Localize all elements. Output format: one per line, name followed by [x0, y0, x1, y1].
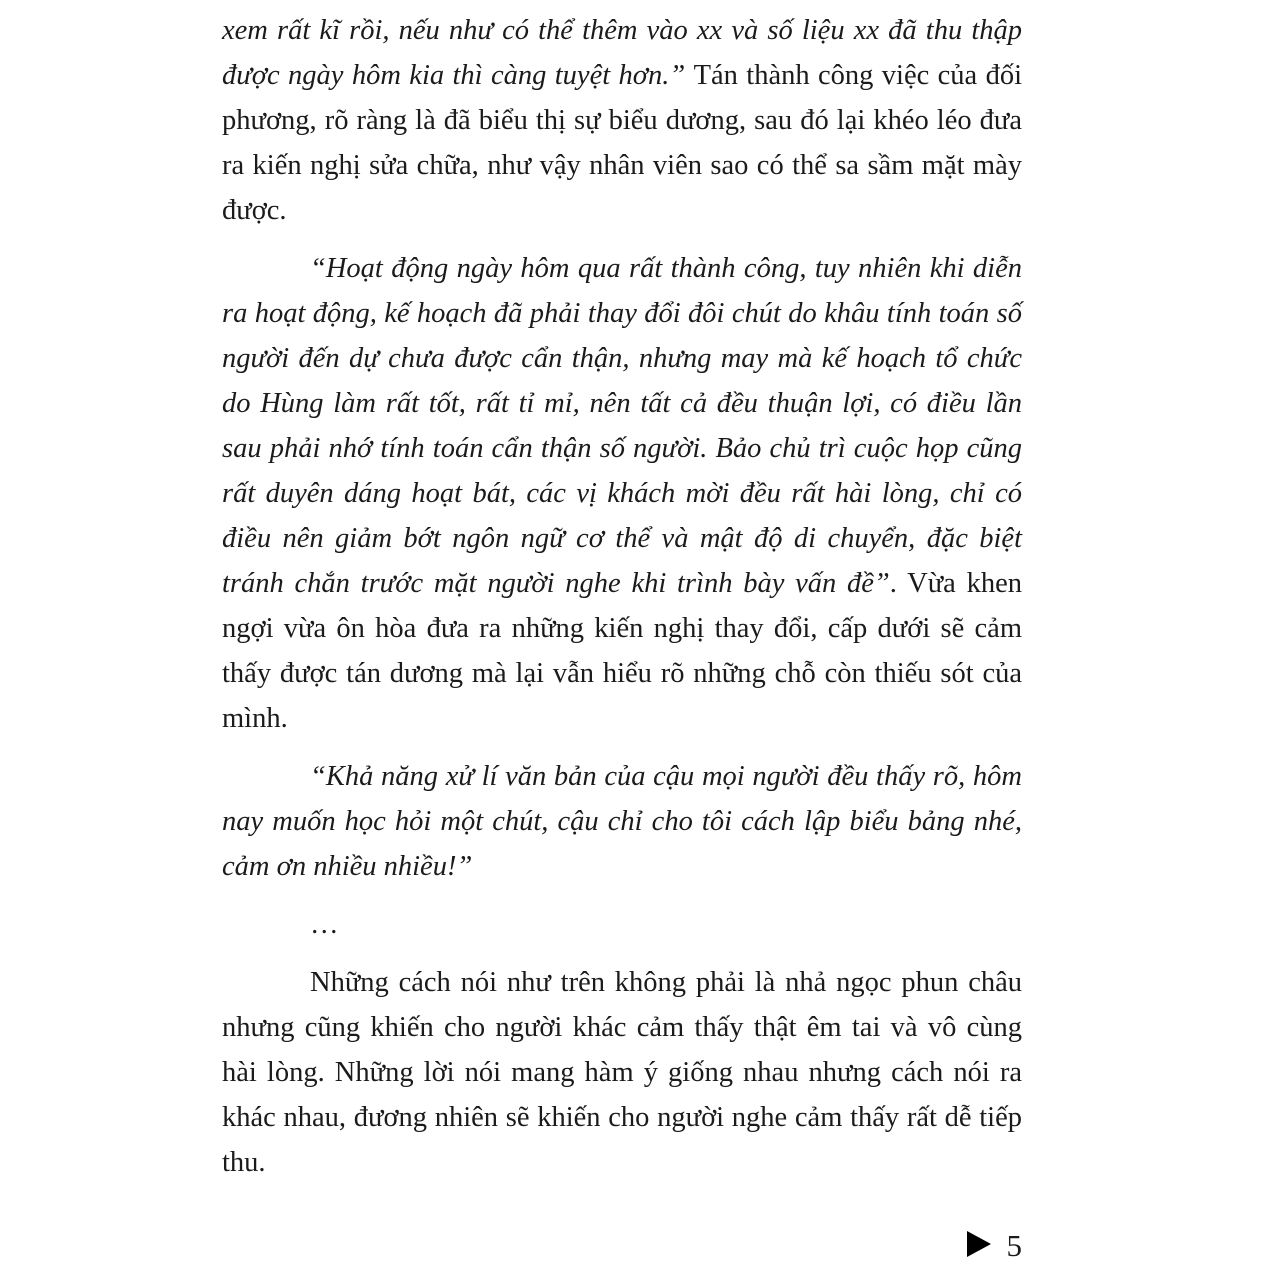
paragraph-4 — [222, 960, 1022, 1185]
paragraph-2-quote: “Hoạt động ngày hôm qua rất thành công, tuy nhiên khi diễn ra hoạt động, kế hoạch đã phải thay đổi đôi chút do khâu tính toán số người đến dự chưa được cẩn thận, nhưng may mà kế hoạch tổ chức do Hùng làm rất tốt, rất tỉ mỉ, nên tất cả đều thuận lợi, có điều lần sau phải nhớ tính toán cẩn thận số người. Bảo chủ trì cuộc họp cũng rất duyên dáng hoạt bát, các vị khách mời đều rất hài lòng, chỉ có điều nên giảm bớt ngôn ngữ cơ thể và mật độ di chuyển, đặc biệt tránh chắn trước mặt người nghe khi trình bày vấn đề” — [222, 253, 1022, 599]
paragraph-ellipsis — [222, 902, 1022, 947]
paragraph-1 — [222, 8, 1022, 233]
paragraph-1-quote: xem rất kĩ rồi, nếu như có thể thêm vào xx và số liệu xx đã thu thập được ngày hôm kia thì càng tuyệt hơn.” — [222, 15, 1022, 91]
paragraph-2 — [222, 246, 1022, 741]
page-footer — [222, 1225, 1022, 1264]
right-triangle-icon — [967, 1231, 991, 1257]
paragraph-3-quote: “Khả năng xử lí văn bản của cậu mọi người đều thấy rõ, hôm nay muốn học hỏi một chút, cậu chỉ cho tôi cách lập biểu bảng nhé, cảm ơn nhiều nhiều!” — [222, 761, 1022, 882]
paragraph-2-body: . Vừa khen ngợi vừa ôn hòa đưa ra những kiến nghị thay đổi, cấp dưới sẽ cảm thấy được tán dương mà lại vẫn hiểu rõ những chỗ còn thiếu sót của mình. — [222, 568, 1022, 734]
page-number: 5 — [1006, 1228, 1022, 1263]
ellipsis-text: … — [310, 909, 345, 940]
paragraph-4-body: Những cách nói như trên không phải là nhả ngọc phun châu nhưng cũng khiến cho người khác cảm thấy thật êm tai và vô cùng hài lòng. Những lời nói mang hàm ý giống nhau nhưng cách nói ra khác nhau, đương nhiên sẽ khiến cho người nghe cảm thấy rất dễ tiếp thu. — [222, 967, 1022, 1178]
paragraph-1-body: Tán thành công việc của đối phương, rõ ràng là đã biểu thị sự biểu dương, sau đó lại khéo léo đưa ra kiến nghị sửa chữa, như vậy nhân viên sao có thể sa sầm mặt mày được. — [222, 60, 1022, 226]
text-block — [222, 8, 1022, 1198]
paragraph-3 — [222, 754, 1022, 889]
